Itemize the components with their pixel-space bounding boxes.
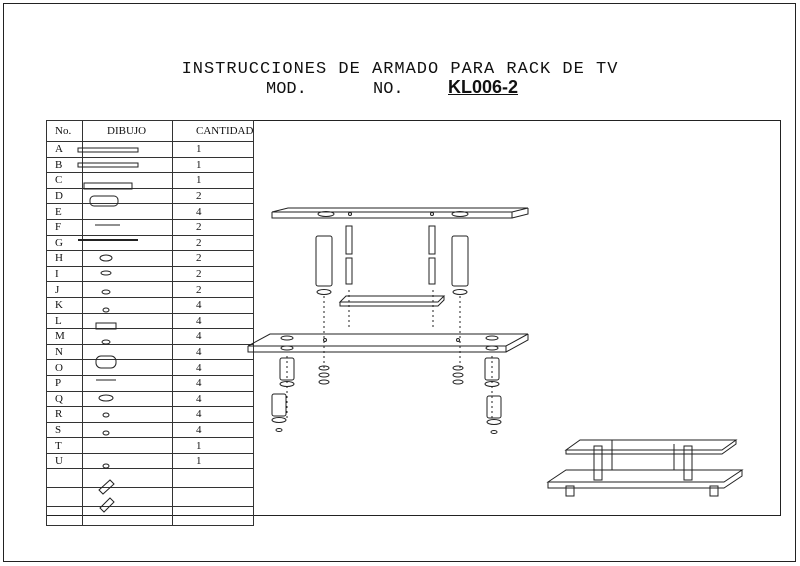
col-cantidad-header: CANTIDAD bbox=[173, 121, 254, 142]
part-quantity: 4 bbox=[173, 204, 254, 220]
part-letter: O bbox=[47, 360, 83, 376]
part-letter: N bbox=[47, 344, 83, 360]
part-letter: L bbox=[47, 313, 83, 329]
part-quantity: 1 bbox=[173, 438, 254, 454]
guide-lines bbox=[287, 290, 492, 420]
part-letter: A bbox=[47, 142, 83, 158]
part-quantity: 4 bbox=[173, 360, 254, 376]
part-quantity: 4 bbox=[173, 407, 254, 423]
assembled-preview bbox=[548, 440, 742, 496]
part-letter: J bbox=[47, 282, 83, 298]
part-quantity: 4 bbox=[173, 297, 254, 313]
part-letter: R bbox=[47, 407, 83, 423]
part-letter: Q bbox=[47, 391, 83, 407]
col-no-header: No. bbox=[47, 121, 83, 142]
part-quantity: 2 bbox=[173, 219, 254, 235]
part-quantity: 2 bbox=[173, 188, 254, 204]
bottom-shelf bbox=[248, 334, 528, 352]
no-label: NO. bbox=[373, 80, 404, 99]
top-shelf bbox=[272, 208, 528, 218]
part-quantity: 2 bbox=[173, 251, 254, 267]
legs bbox=[272, 358, 501, 434]
part-quantity: 1 bbox=[173, 453, 254, 469]
model-number: KL006-2 bbox=[448, 77, 519, 97]
part-quantity: 4 bbox=[173, 329, 254, 345]
part-quantity: 2 bbox=[173, 235, 254, 251]
part-letter: H bbox=[47, 251, 83, 267]
part-icons bbox=[78, 148, 138, 512]
upper-columns bbox=[316, 226, 468, 295]
part-quantity: 2 bbox=[173, 266, 254, 282]
middle-glass bbox=[340, 296, 444, 306]
part-quantity: 2 bbox=[173, 282, 254, 298]
part-letter: G bbox=[47, 235, 83, 251]
page-title: INSTRUCCIONES DE ARMADO PARA RACK DE TV bbox=[181, 60, 619, 79]
part-letter: F bbox=[47, 219, 83, 235]
part-letter: P bbox=[47, 375, 83, 391]
part-quantity: 4 bbox=[173, 375, 254, 391]
part-letter: U bbox=[47, 453, 83, 469]
part-letter: I bbox=[47, 266, 83, 282]
part-quantity: 1 bbox=[173, 157, 254, 173]
part-quantity: 1 bbox=[173, 173, 254, 189]
part-quantity: 1 bbox=[173, 142, 254, 158]
part-letter: E bbox=[47, 204, 83, 220]
part-quantity: 4 bbox=[173, 313, 254, 329]
part-letter: K bbox=[47, 297, 83, 313]
part-quantity: 4 bbox=[173, 344, 254, 360]
mod-label: MOD. bbox=[266, 80, 307, 99]
part-letter: T bbox=[47, 438, 83, 454]
part-letter: C bbox=[47, 173, 83, 189]
part-quantity: 4 bbox=[173, 422, 254, 438]
part-letter: D bbox=[47, 188, 83, 204]
col-dibujo-header: DIBUJO bbox=[83, 121, 173, 142]
part-letter: B bbox=[47, 157, 83, 173]
part-quantity: 4 bbox=[173, 391, 254, 407]
part-letter: M bbox=[47, 329, 83, 345]
part-letter: S bbox=[47, 422, 83, 438]
